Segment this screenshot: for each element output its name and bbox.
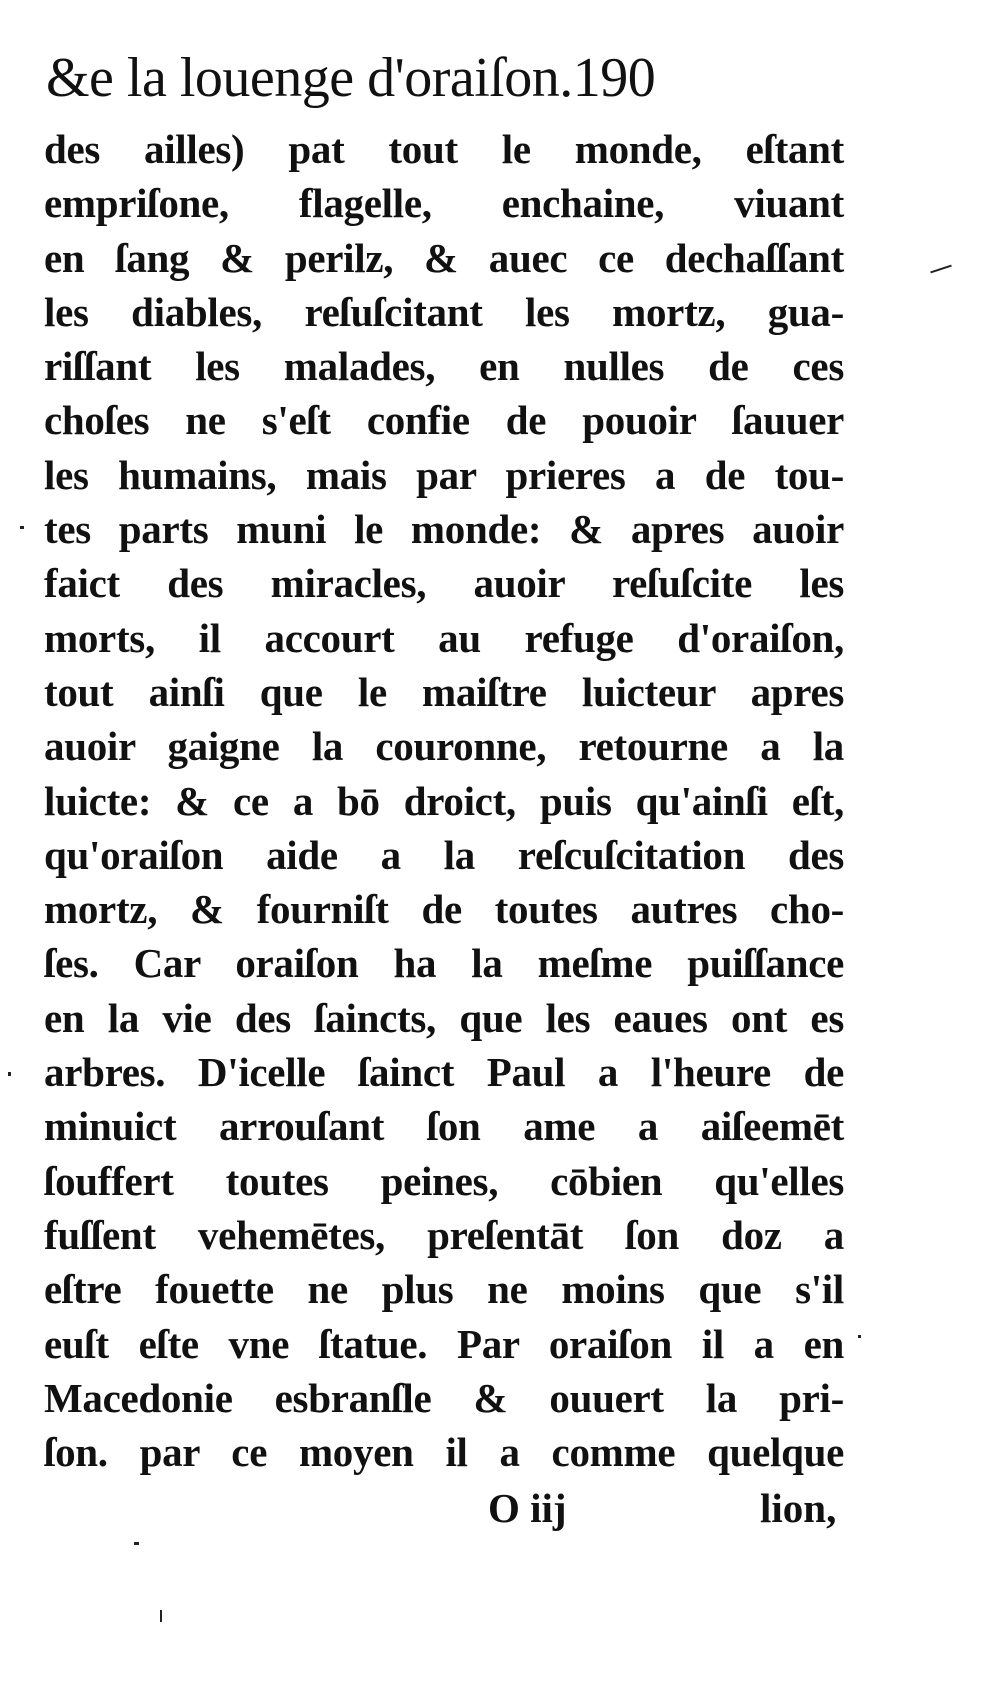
text-line: ſouffert toutes peines, cōbien qu'elles bbox=[44, 1157, 844, 1204]
body-text bbox=[44, 122, 844, 1479]
signature-mark: O iij bbox=[488, 1485, 567, 1531]
text-line: luicte: & ce a bō droict, puis qu'ainſi eſt, bbox=[44, 777, 844, 824]
text-line: Macedonie esbranſle & ouuert la pri- bbox=[44, 1374, 844, 1421]
text-line: riſſant les malades, en nulles de ces bbox=[44, 343, 844, 390]
text-line: arbres. D'icelle ſainct Paul a l'heure de bbox=[44, 1049, 844, 1096]
text-line: fuſſent vehemētes, preſentāt ſon doz a bbox=[44, 1211, 844, 1258]
text-line: auoir gaigne la couronne, retourne a la bbox=[44, 723, 844, 770]
text-line: morts, il accourt au refuge d'oraiſon, bbox=[44, 614, 844, 661]
text-line: tout ainſi que le maiſtre luicteur apres bbox=[44, 668, 844, 715]
scan-speck bbox=[134, 1542, 139, 1545]
text-line: qu'oraiſon aide a la reſcuſcitation des bbox=[44, 831, 844, 878]
text-line: ſes. Car oraiſon ha la meſme puiſſance bbox=[44, 940, 844, 987]
running-head: &e la louenge d'oraiſon.190 bbox=[46, 47, 656, 109]
scan-speck bbox=[8, 1072, 11, 1076]
text-line: minuict arrouſant ſon ame a aiſeemēt bbox=[44, 1103, 844, 1150]
text-line: ſon. par ce moyen il a comme quelque bbox=[44, 1429, 844, 1476]
text-line: eſtre fouette ne plus ne moins que s'il bbox=[44, 1266, 844, 1313]
margin-mark bbox=[930, 265, 952, 274]
text-line: mortz, & fourniſt de toutes autres cho- bbox=[44, 886, 844, 933]
text-line: faict des miracles, auoir reſuſcite les bbox=[44, 560, 844, 607]
text-line: en ſang & perilz, & auec ce dechaſſant bbox=[44, 234, 844, 281]
text-line: les humains, mais par prieres a de tou- bbox=[44, 451, 844, 498]
text-line: euſt eſte vne ſtatue. Par oraiſon il a en bbox=[44, 1320, 844, 1367]
scan-speck bbox=[20, 526, 24, 529]
text-line: des ailles) pat tout le monde, eſtant bbox=[44, 126, 844, 172]
text-line: en la vie des ſaincts, que les eaues ont es bbox=[44, 994, 844, 1041]
text-line: tes parts muni le monde: & apres auoir bbox=[44, 506, 844, 553]
scan-speck bbox=[160, 1610, 162, 1622]
scan-speck bbox=[858, 1335, 861, 1338]
text-line: les diables, reſuſcitant les mortz, gua- bbox=[44, 288, 844, 335]
text-line: choſes ne s'eſt confie de pouoir ſauuer bbox=[44, 397, 844, 444]
catchword: lion, bbox=[760, 1485, 837, 1531]
text-line: empriſone, flagelle, enchaine, viuant bbox=[44, 180, 844, 227]
